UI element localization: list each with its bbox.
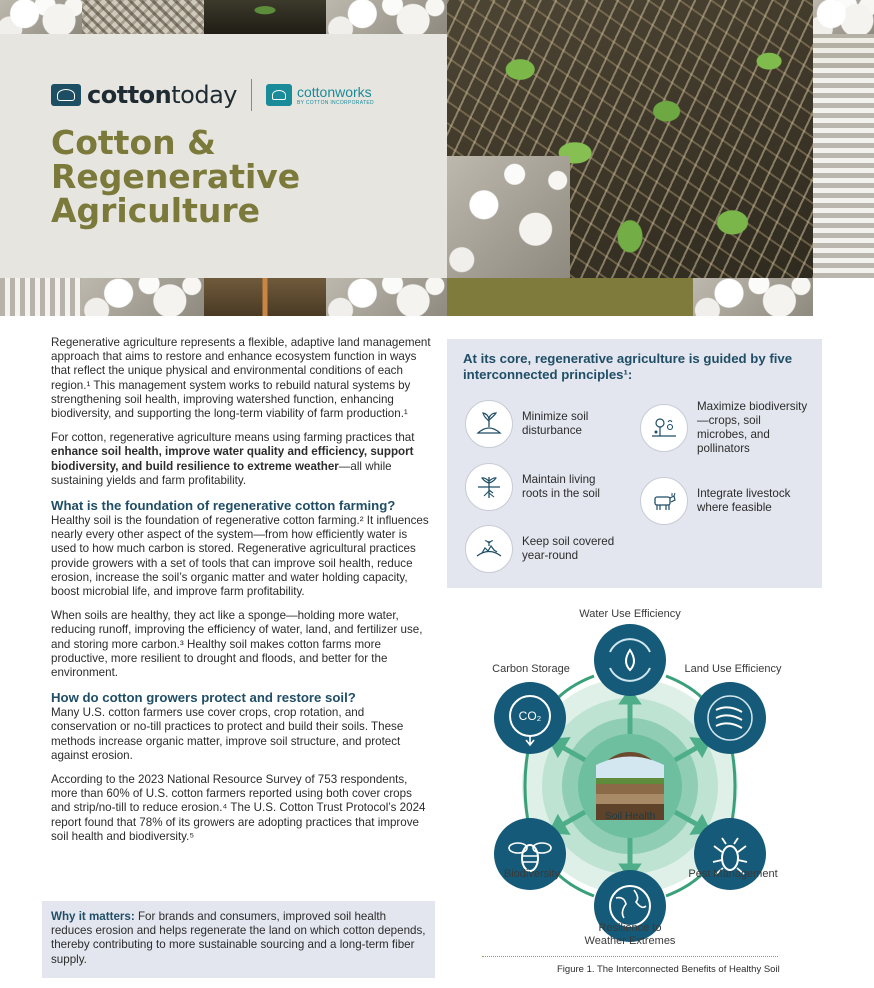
sprout-photo (204, 0, 326, 34)
center-label: Soil Health (604, 810, 656, 822)
header-collage (0, 0, 874, 316)
section-paragraph: When soils are healthy, they act like a sponge—holding more water, reducing runoff, improving the efficiency of water, land, and fertilizer use, and storing more carbon.³ Healthy soil makes cotton farms more productive, more resilient to drought and floods, and better for the environment. (51, 609, 423, 680)
node-label-pest: Pest Management (688, 868, 778, 880)
logo-word-today: today (171, 81, 237, 109)
title-line: Regenerative (51, 157, 301, 196)
node-label-resilience (570, 922, 690, 948)
cotton-seal-icon (51, 84, 81, 106)
intro-paragraph-2 (51, 431, 431, 488)
figure-caption: Figure 1. The Interconnected Benefits of Healthy Soil (557, 964, 780, 975)
cotton-photo (326, 278, 447, 316)
living-roots-icon (465, 463, 513, 511)
principle-label: Minimize soil disturbance (522, 410, 589, 437)
cottonworks-logo (297, 85, 374, 106)
principle-item (640, 400, 815, 456)
principle-label: Integrate livestock where feasible (697, 487, 791, 514)
minimize-disturbance-icon (465, 400, 513, 448)
title-line: Cotton & (51, 123, 216, 162)
node-label-water: Water Use Efficiency (579, 608, 681, 620)
corrugated-texture (813, 34, 874, 278)
cotton-photo (693, 278, 813, 316)
section-heading: What is the foundation of regenerative cotton farming? (51, 498, 396, 514)
cotton-photo (813, 0, 874, 34)
logo-word-cotton: cotton (87, 81, 172, 109)
why-it-matters-callout (42, 901, 435, 978)
co2-label: CO₂ (518, 709, 542, 723)
principle-label: Keep soil covered year-round (522, 535, 615, 562)
section-paragraph: Many U.S. cotton farmers use cover crops, crop rotation, and conservation or no-till practices to protect and build their soils. These methods increase organic matter, improve soil structure, and protect against erosion. (51, 706, 404, 762)
section-heading: How do cotton growers protect and restore soil? (51, 690, 356, 706)
text-run: —all while sustaining yields and farm profitability. (51, 459, 392, 487)
principle-item (465, 525, 640, 573)
olive-block (447, 278, 693, 316)
principle-item (465, 400, 640, 448)
callout-label: Why it matters: (51, 910, 135, 923)
principle-label: Maximize biodiversity—crops, soil microbes, and pollinators (697, 400, 808, 455)
section-paragraph: According to the 2023 National Resource Survey of 753 respondents, more than 60% of U.S. cotton farmers reported using both cover crops and strip/no-till to reduce erosion.⁴ The U.S. Cotton Trust Protocol’s 2024 report found that 78% of its growers are adopting practices that improve soil health and biodiversity.⁵ (51, 773, 426, 843)
principles-panel (447, 339, 822, 588)
intro-paragraph: Regenerative agriculture represents a flexible, adaptive land management approach that aims to restore and enhance ecosystem function in ways that reflect the unique physical and environmental conditions of each region.¹ This management system works to rebuild natural systems by strengthening soil health, improving watershed function, enhancing biodiversity, and supporting the long-term viability of farm production.¹ (51, 336, 431, 421)
soil-health-diagram (470, 600, 800, 955)
principle-item (465, 463, 640, 511)
root-photo (204, 278, 326, 316)
corrugated-texture (0, 278, 82, 316)
cottonworks-seal-icon (266, 84, 292, 106)
cotton-photo (0, 0, 82, 34)
covered-soil-icon (465, 525, 513, 573)
principle-item (640, 477, 815, 525)
cotton-photo (82, 278, 204, 316)
cottonworks-name: cottonworks (296, 83, 372, 100)
text-run: For cotton, regenerative agriculture means using farming practices that (51, 431, 415, 445)
livestock-icon (640, 477, 688, 525)
cottonworks-subtitle: BY COTTON INCORPORATED (296, 99, 374, 106)
caption-rule (482, 956, 778, 957)
page-title (51, 123, 411, 230)
node-label-land: Land Use Efficiency (684, 663, 782, 675)
section-paragraph: Healthy soil is the foundation of regenerative cotton farming.² It influences nearly every other aspect of the system—from how efficiently water is used to how much carbon is stored. Regenerative agricultural practices provide growers with a set of tools that can improve soil health, reduce erosion, increase the soil’s organic matter and water holding capacity, boost microbial life, and improve farm profitability. (51, 514, 429, 599)
biodiversity-icon (640, 404, 688, 452)
cotton-photo (326, 0, 447, 34)
blank-block (813, 278, 874, 316)
body-text-column (51, 336, 431, 854)
principles-heading: At its core, regenerative agriculture is guided by five interconnected principles¹: (463, 351, 793, 382)
woven-fabric-photo (82, 0, 204, 34)
node-label-carbon: Carbon Storage (492, 663, 570, 675)
label-line: Weather Extremes (584, 935, 676, 947)
diagram-graphic (470, 600, 800, 955)
label-line: Resilience to (598, 922, 662, 934)
node-land (694, 682, 766, 754)
principle-label: Maintain living roots in the soil (522, 473, 600, 500)
title-line: Agriculture (51, 191, 261, 230)
node-water (594, 624, 666, 696)
node-label-biodiversity: Biodiversity (503, 868, 561, 880)
cotton-today-logo (87, 81, 237, 109)
bold-text-run: enhance soil health, improve water quality and efficiency, support biodiversity, and build resilience to extreme weather (51, 445, 414, 473)
cotton-photo (447, 156, 570, 278)
callout-text: For brands and consumers, improved soil health reduces erosion and helps regenerate the land on which cotton depends, thereby contributing to more sustainable sourcing and a long-term fiber supply. (51, 910, 426, 966)
logo-divider (251, 79, 252, 111)
logo-row (51, 80, 374, 110)
